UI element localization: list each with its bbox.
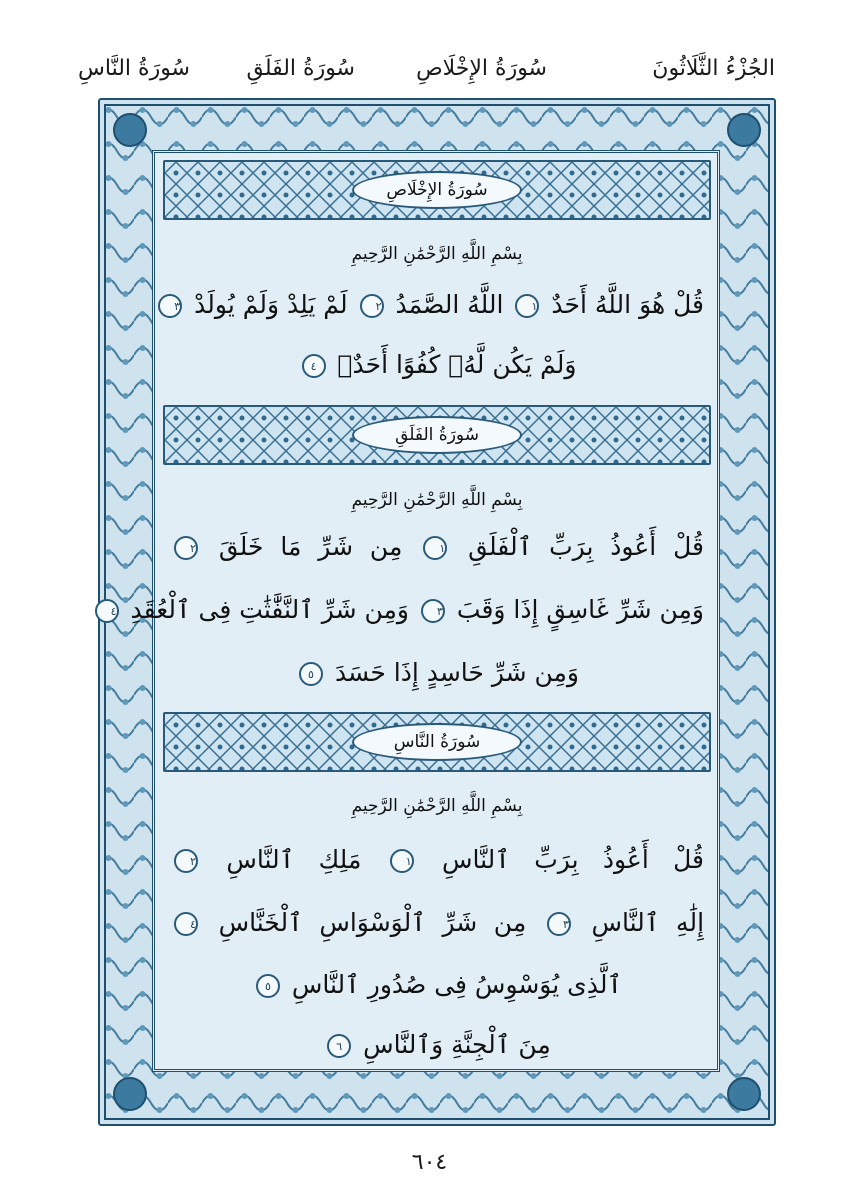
verse-line <box>170 1030 704 1060</box>
header-surah-ikhlas: سُورَةُ الإِخْلَاصِ <box>416 56 547 81</box>
verse-line <box>170 845 704 875</box>
ayah-number-marker: ٤ <box>95 599 119 623</box>
verse-line <box>170 532 704 562</box>
surah-title-band <box>163 160 711 220</box>
surah-title: سُورَةُ الفَلَقِ <box>352 416 522 454</box>
basmala: بِسْمِ اللَّهِ الرَّحْمَٰنِ الرَّحِيمِ <box>351 244 523 264</box>
surah-title: سُورَةُ الإِخْلَاصِ <box>352 171 522 209</box>
verse-text: وَمِن شَرِّ غَاسِقٍ إِذَا وَقَبَ <box>456 595 704 624</box>
basmala: بِسْمِ اللَّهِ الرَّحْمَٰنِ الرَّحِيمِ <box>351 796 523 816</box>
header-surah-nas: سُورَةُ النَّاسِ <box>78 56 190 81</box>
verse-text: مِن شَرِّ ٱلْوَسْوَاسِ ٱلْخَنَّاسِ <box>218 908 527 937</box>
ayah-number-marker: ٥ <box>299 662 323 686</box>
verse-line <box>170 290 704 320</box>
verse-text: وَمِن شَرِّ حَاسِدٍ إِذَا حَسَدَ <box>334 658 580 687</box>
ayah-number-marker: ٤ <box>174 912 198 936</box>
basmala: بِسْمِ اللَّهِ الرَّحْمَٰنِ الرَّحِيمِ <box>351 490 523 510</box>
ayah-number-marker: ٦ <box>327 1034 351 1058</box>
header-surah-falaq: سُورَةُ الفَلَقِ <box>246 56 355 81</box>
ayah-number-marker: ٣ <box>158 294 182 318</box>
verse-text: اللَّهُ الصَّمَدُ <box>395 290 504 319</box>
page-number: ٦٠٤ <box>411 1150 448 1175</box>
juz-label: الجُزْءُ الثَّلَاثُونَ <box>652 56 775 81</box>
verse-text: قُلْ أَعُوذُ بِرَبِّ ٱلْفَلَقِ <box>468 532 704 561</box>
surah-title: سُورَةُ النَّاسِ <box>352 723 522 761</box>
ayah-number-marker: ١ <box>423 536 447 560</box>
ayah-number-marker: ٤ <box>302 354 326 378</box>
verse-text: مَلِكِ ٱلنَّاسِ <box>226 845 362 874</box>
verse-text: ٱلَّذِى يُوَسْوِسُ فِى صُدُورِ ٱلنَّاسِ <box>291 970 623 999</box>
verse-text: مِنَ ٱلْجِنَّةِ وَٱلنَّاسِ <box>363 1030 551 1059</box>
verse-text: لَمْ يَلِدْ وَلَمْ يُولَدْ <box>194 290 348 319</box>
ayah-number-marker: ٣ <box>547 912 571 936</box>
verse-line <box>170 970 704 1000</box>
ayah-number-marker: ٢ <box>360 294 384 318</box>
verse-text: مِن شَرِّ مَا خَلَقَ <box>218 532 403 561</box>
ayah-number-marker: ٣ <box>421 599 445 623</box>
ayah-number-marker: ٥ <box>256 974 280 998</box>
verse-line <box>170 908 704 938</box>
verse-text: وَمِن شَرِّ ٱلنَّفَّٰثَٰتِ فِى ٱلْعُقَدِ <box>130 595 409 624</box>
ayah-number-marker: ١ <box>515 294 539 318</box>
verse-line <box>170 658 704 688</box>
verse-text: إِلَٰهِ ٱلنَّاسِ <box>591 908 705 937</box>
ayah-number-marker: ٢ <box>174 849 198 873</box>
verse-line <box>110 595 704 625</box>
page-header <box>78 48 775 98</box>
surah-title-band <box>163 405 711 465</box>
verse-text: وَلَمْ يَكُن لَّهُۥ كُفُوًا أَحَدٌۢ <box>337 350 577 379</box>
ayah-number-marker: ٢ <box>174 536 198 560</box>
verse-line <box>170 350 704 380</box>
verse-text: قُلْ أَعُوذُ بِرَبِّ ٱلنَّاسِ <box>442 845 704 874</box>
surah-title-band <box>163 712 711 772</box>
verse-text: قُلْ هُوَ اللَّهُ أَحَدٌ <box>551 290 704 319</box>
ayah-number-marker: ١ <box>390 849 414 873</box>
